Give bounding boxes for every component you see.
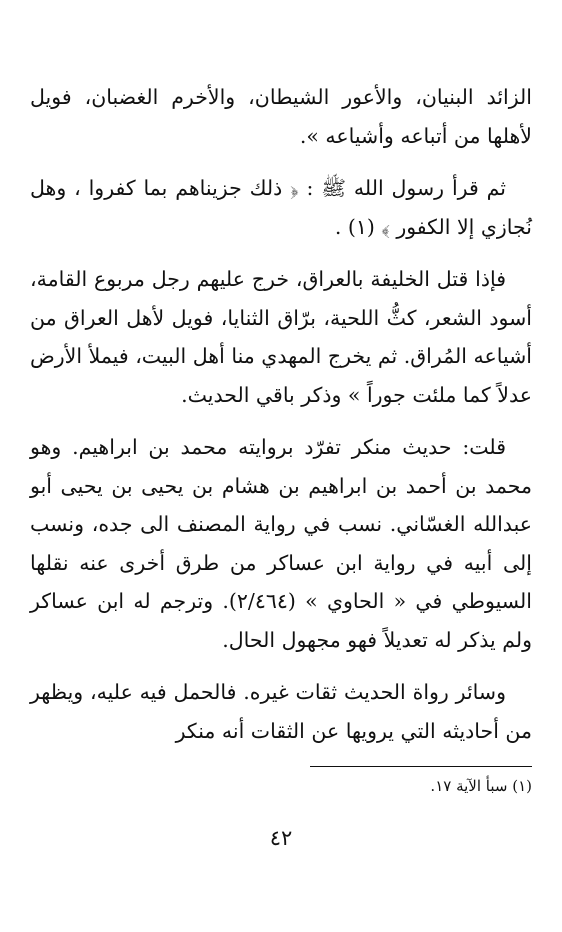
paragraph-2-text: ثم قرأ رسول الله ﷺ : ﴿ ذلك جزيناهم بما كفروا ، وهل نُجازي إلا الكفور ﴾ (١) . <box>30 176 532 239</box>
page-number: ٤٢ <box>269 826 293 850</box>
footnote-divider <box>310 766 532 767</box>
main-text <box>30 78 532 750</box>
paragraph-3-text: فإذا قتل الخليفة بالعراق، خرج عليهم رجل مربوع القامة، أسود الشعر، كثُّ اللحية، برّاق الثنايا، فويل لأهل العراق من أشياعه المُراق. ثم يخرج المهدي منا أهل البيت، فيملأ الأرض عدلاً كما ملئت جوراً » وذكر باقي الحديث. <box>30 267 532 407</box>
paragraph-4-text: قلت: حديث منكر تفرّد بروايته محمد بن ابراهيم. وهو محمد بن أحمد بن ابراهيم بن هشام بن يحيى بن يحيى أبو عبدالله الغسّاني. نسب في رواية المصنف الى جده، ونسب إلى أبيه في رواية ابن عساكر من طرق أخرى عنه نقلها السيوطي في « الحاوي » (٢/٤٦٤). وترجم له ابن عساكر ولم يذكر له تعديلاً فهو مجهول الحال. <box>30 435 532 652</box>
footnote: (١) سبأ الآية ١٧. <box>430 777 532 795</box>
book-page <box>30 78 532 892</box>
paragraph-5 <box>30 673 532 750</box>
paragraph-1-text: الزائد البنيان، والأعور الشيطان، والأخرم الغضبان، فويل لأهلها من أتباعه وأشياعه ». <box>30 85 532 148</box>
paragraph-5-text: وسائر رواة الحديث ثقات غيره. فالحمل فيه عليه، ويظهر من أحاديثه التي يرويها عن الثقات أنه منكر <box>30 680 532 743</box>
paragraph-2 <box>30 169 532 246</box>
paragraph-1 <box>30 78 532 155</box>
paragraph-3 <box>30 260 532 414</box>
paragraph-4 <box>30 428 532 659</box>
